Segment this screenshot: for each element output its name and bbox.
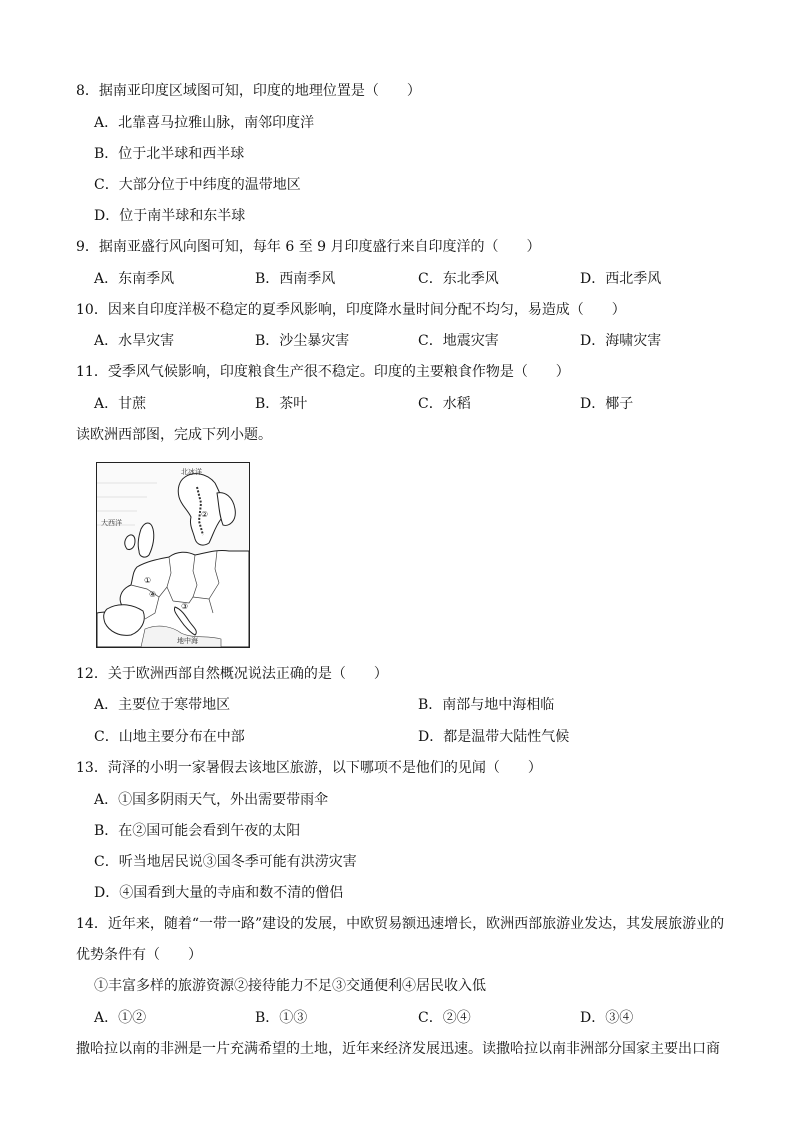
question-14-option-d: D．③④ bbox=[580, 1010, 634, 1026]
question-9-option-c: C．东北季风 bbox=[418, 271, 499, 287]
question-13-option-b: B．在②国可能会看到午夜的太阳 bbox=[94, 823, 301, 839]
question-12-option-b: B．南部与地中海相临 bbox=[418, 697, 555, 713]
map-marker-2: ② bbox=[201, 510, 209, 519]
question-8-option-c: C．大部分位于中纬度的温带地区 bbox=[94, 177, 301, 193]
question-8-stem: 8．据南亚印度区域图可知，印度的地理位置是（ ） bbox=[76, 83, 421, 99]
question-13-option-d: D．④国看到大量的寺庙和数不清的僧侣 bbox=[94, 885, 344, 901]
question-11-option-b: B．茶叶 bbox=[255, 396, 308, 412]
question-9-option-d: D．西北季风 bbox=[580, 271, 662, 287]
question-12-stem: 12．关于欧洲西部自然概况说法正确的是（ ） bbox=[76, 666, 388, 682]
question-14-option-b: B．①③ bbox=[255, 1010, 308, 1026]
question-14-conditions: ①丰富多样的旅游资源②接待能力不足③交通便利④居民收入低 bbox=[94, 978, 486, 994]
question-13-stem: 13．菏泽的小明一家暑假去该地区旅游，以下哪项不是他们的见闻（ ） bbox=[76, 760, 542, 776]
question-11-option-a: A．甘蔗 bbox=[94, 396, 147, 412]
question-11-option-d: D．椰子 bbox=[580, 396, 634, 412]
sea-shading bbox=[97, 483, 157, 525]
map-marker-3: ③ bbox=[181, 602, 189, 611]
question-8-option-a: A．北靠喜马拉雅山脉，南邻印度洋 bbox=[94, 115, 315, 131]
western-europe-map bbox=[96, 462, 250, 648]
question-10-stem: 10．因来自印度洋极不稳定的夏季风影响，印度降水量时间分配不均匀，易造成（ ） bbox=[76, 302, 626, 318]
question-12-option-a: A．主要位于寒带地区 bbox=[94, 697, 231, 713]
question-12-option-d: D．都是温带大陆性气候 bbox=[418, 729, 570, 745]
question-8-option-b: B．位于北半球和西半球 bbox=[94, 146, 245, 162]
question-10-option-c: C．地震灾害 bbox=[418, 333, 499, 349]
question-8-option-d: D．位于南半球和东半球 bbox=[94, 208, 246, 224]
question-9-option-a: A．东南季风 bbox=[94, 271, 175, 287]
europe-context-text: 读欧洲西部图，完成下列小题。 bbox=[76, 427, 272, 443]
map-label-atlantic: 大西洋 bbox=[101, 520, 122, 527]
question-14-stem-line-1: 14．近年来，随着“一带一路”建设的发展，中欧贸易额迅速增长，欧洲西部旅游业发达，其发展旅游业的 bbox=[76, 916, 725, 932]
europe-map-drawing bbox=[97, 463, 249, 647]
question-13-option-c: C．听当地居民说③国冬季可能有洪涝灾害 bbox=[94, 854, 357, 870]
question-12-option-c: C．山地主要分布在中部 bbox=[94, 729, 245, 745]
map-label-arctic: 北冰洋 bbox=[181, 469, 202, 476]
africa-context-text: 撒哈拉以南的非洲是一片充满希望的土地，近年来经济发展迅速。读撒哈拉以南非洲部分国家主要出口商 bbox=[76, 1041, 720, 1057]
question-14-stem-line-2: 优势条件有（ ） bbox=[76, 947, 202, 963]
question-14-option-a: A．①② bbox=[94, 1010, 147, 1026]
question-9-option-b: B．西南季风 bbox=[255, 271, 336, 287]
map-marker-1: ① bbox=[144, 576, 152, 585]
map-label-mediterranean: 地中海 bbox=[177, 638, 198, 645]
question-13-option-a: A．①国多阴雨天气，外出需要带雨伞 bbox=[94, 792, 329, 808]
question-10-option-d: D．海啸灾害 bbox=[580, 333, 662, 349]
map-marker-4: ④ bbox=[149, 590, 157, 599]
question-9-stem: 9．据南亚盛行风向图可知，每年 6 至 9 月印度盛行来自印度洋的（ ） bbox=[76, 239, 541, 255]
question-10-option-b: B．沙尘暴灾害 bbox=[255, 333, 350, 349]
question-11-stem: 11．受季风气候影响，印度粮食生产很不稳定。印度的主要粮食作物是（ ） bbox=[76, 364, 570, 380]
great-britain-shape bbox=[138, 523, 154, 557]
ireland-shape bbox=[125, 535, 135, 550]
question-11-option-c: C．水稻 bbox=[418, 396, 471, 412]
question-14-option-c: C．②④ bbox=[418, 1010, 471, 1026]
question-10-option-a: A．水旱灾害 bbox=[94, 333, 175, 349]
